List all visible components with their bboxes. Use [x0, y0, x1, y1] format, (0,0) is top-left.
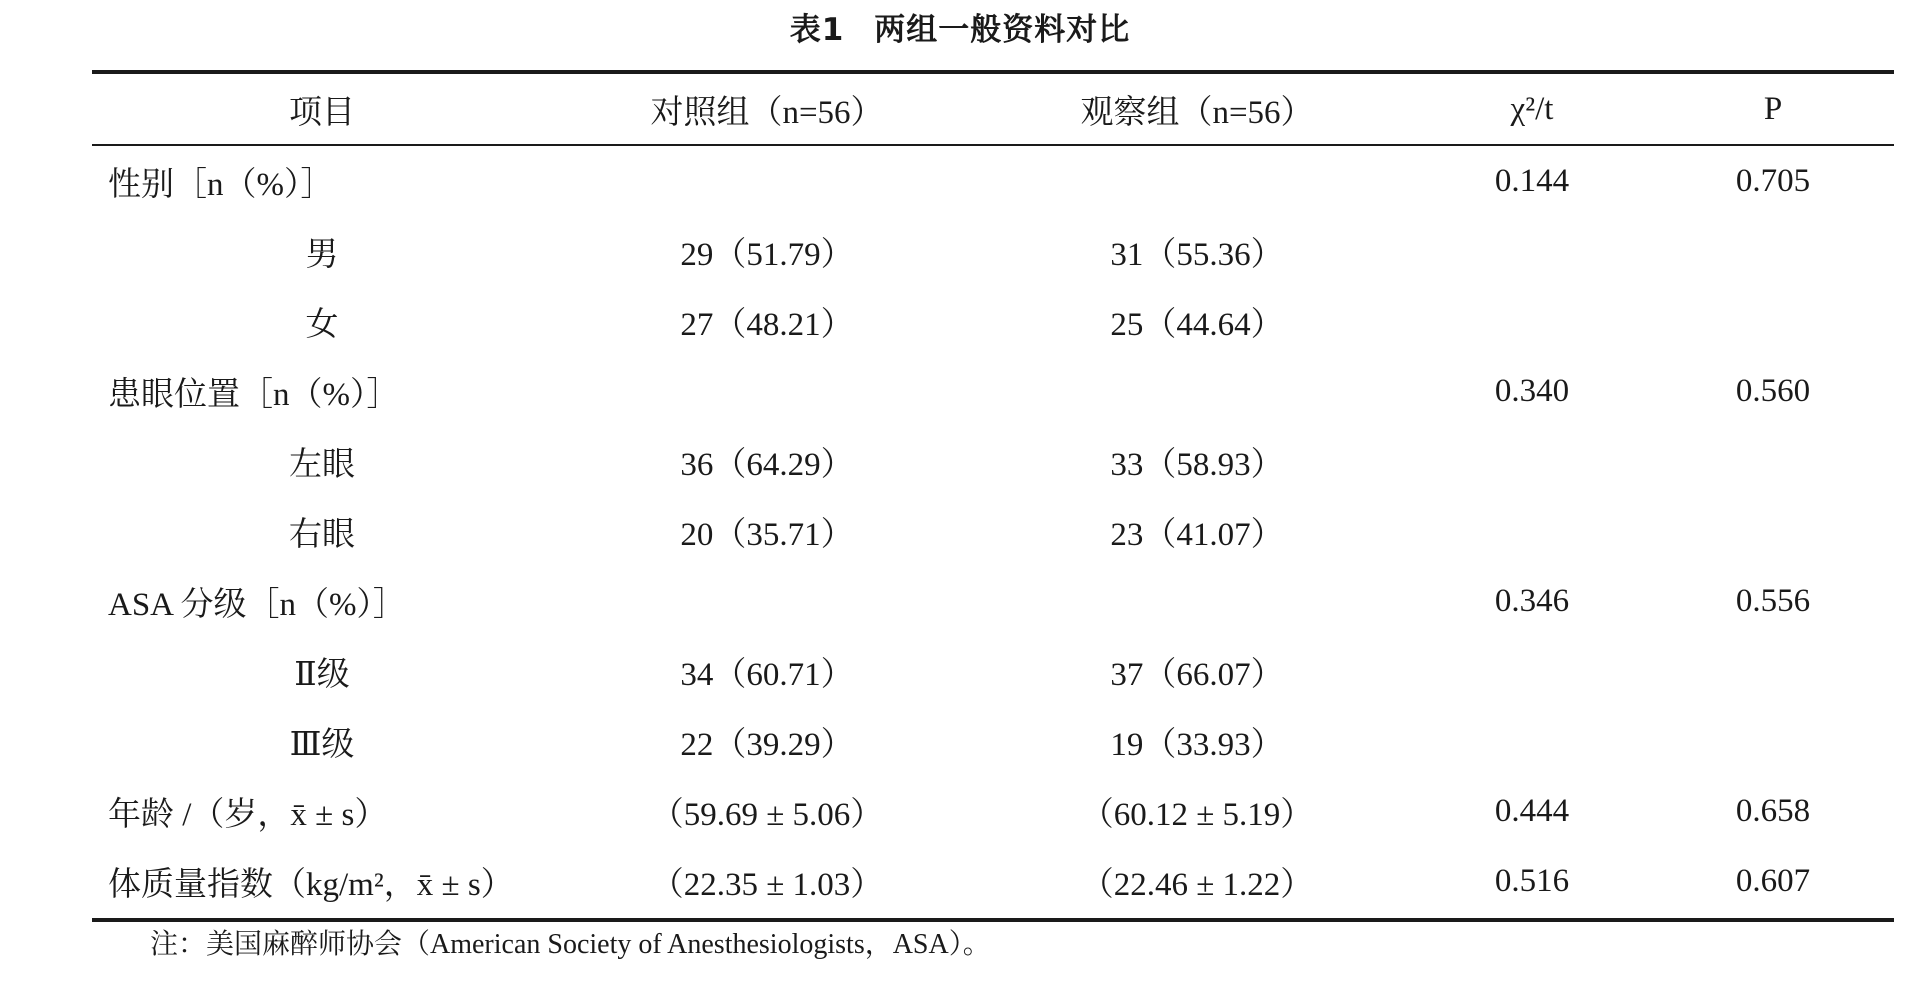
- cell-item: 体质量指数（kg/m²，x̄ ± s）: [108, 866, 514, 903]
- cell-p-value: 0.658: [1735, 792, 1811, 829]
- cell-p-value: 0.556: [1735, 582, 1811, 619]
- cell-observation-group: （60.12 ± 5.19）: [1080, 796, 1314, 833]
- cell-test-statistic: 0.516: [1494, 862, 1570, 899]
- table-row: [92, 286, 1894, 356]
- cell-control-group: 29（51.79）: [680, 236, 854, 273]
- cell-item: Ⅱ级: [294, 656, 350, 693]
- cell-item: Ⅲ级: [289, 726, 355, 763]
- cell-control-group: （59.69 ± 5.06）: [650, 796, 884, 833]
- cell-observation-group: （22.46 ± 1.22）: [1080, 866, 1314, 903]
- table-row: [92, 216, 1894, 286]
- cell-observation-group: 19（33.93）: [1110, 726, 1284, 763]
- cell-item: 女: [305, 306, 339, 343]
- cell-item: 性别［n（%）］: [108, 166, 334, 203]
- cell-control-group: （22.35 ± 1.03）: [650, 866, 884, 903]
- table-row: [92, 636, 1894, 706]
- cell-observation-group: 37（66.07）: [1110, 656, 1284, 693]
- cell-observation-group: 31（55.36）: [1110, 236, 1284, 273]
- cell-item: 男: [305, 236, 339, 273]
- table-body: [92, 146, 1894, 918]
- cell-observation-group: 33（58.93）: [1110, 446, 1284, 483]
- header-control-group: 对照组（n=56）: [650, 94, 884, 131]
- cell-test-statistic: 0.340: [1494, 372, 1570, 409]
- cell-item: 患眼位置［n（%）］: [108, 376, 400, 413]
- cell-control-group: 36（64.29）: [680, 446, 854, 483]
- cell-item: ASA 分级［n（%）］: [108, 586, 406, 623]
- header-observation-group: 观察组（n=56）: [1080, 94, 1314, 131]
- table-row: [92, 496, 1894, 566]
- cell-test-statistic: 0.444: [1494, 792, 1570, 829]
- table-header-row: [92, 74, 1894, 146]
- cell-control-group: 34（60.71）: [680, 656, 854, 693]
- table-row: [92, 146, 1894, 216]
- table-row: [92, 426, 1894, 496]
- table-row: [92, 566, 1894, 636]
- table-number: 表1: [789, 12, 845, 48]
- cell-item: 右眼: [289, 516, 355, 553]
- cell-p-value: 0.607: [1735, 862, 1811, 899]
- cell-observation-group: 23（41.07）: [1110, 516, 1284, 553]
- header-item: 项目: [289, 94, 355, 131]
- cell-control-group: 20（35.71）: [680, 516, 854, 553]
- cell-test-statistic: 0.346: [1494, 582, 1570, 619]
- cell-test-statistic: 0.144: [1494, 162, 1570, 199]
- table-footnote: 注：美国麻醉师协会（American Society of Anesthesiologists，ASA）。: [150, 929, 991, 960]
- table-row: [92, 776, 1894, 846]
- cell-control-group: 22（39.29）: [680, 726, 854, 763]
- cell-item: 年龄 /（岁，x̄ ± s）: [108, 796, 388, 833]
- cell-control-group: 27（48.21）: [680, 306, 854, 343]
- table-row: [92, 846, 1894, 916]
- cell-observation-group: 25（44.64）: [1110, 306, 1284, 343]
- table-row: [92, 356, 1894, 426]
- table-caption: [0, 6, 1920, 54]
- header-test-statistic: χ²/t: [1510, 90, 1554, 127]
- table-row: [92, 706, 1894, 776]
- header-p-value: P: [1763, 90, 1783, 127]
- table-title: 两组一般资料对比: [874, 12, 1131, 48]
- cell-p-value: 0.560: [1735, 372, 1811, 409]
- cell-p-value: 0.705: [1735, 162, 1811, 199]
- data-table: [92, 70, 1894, 922]
- cell-item: 左眼: [289, 446, 355, 483]
